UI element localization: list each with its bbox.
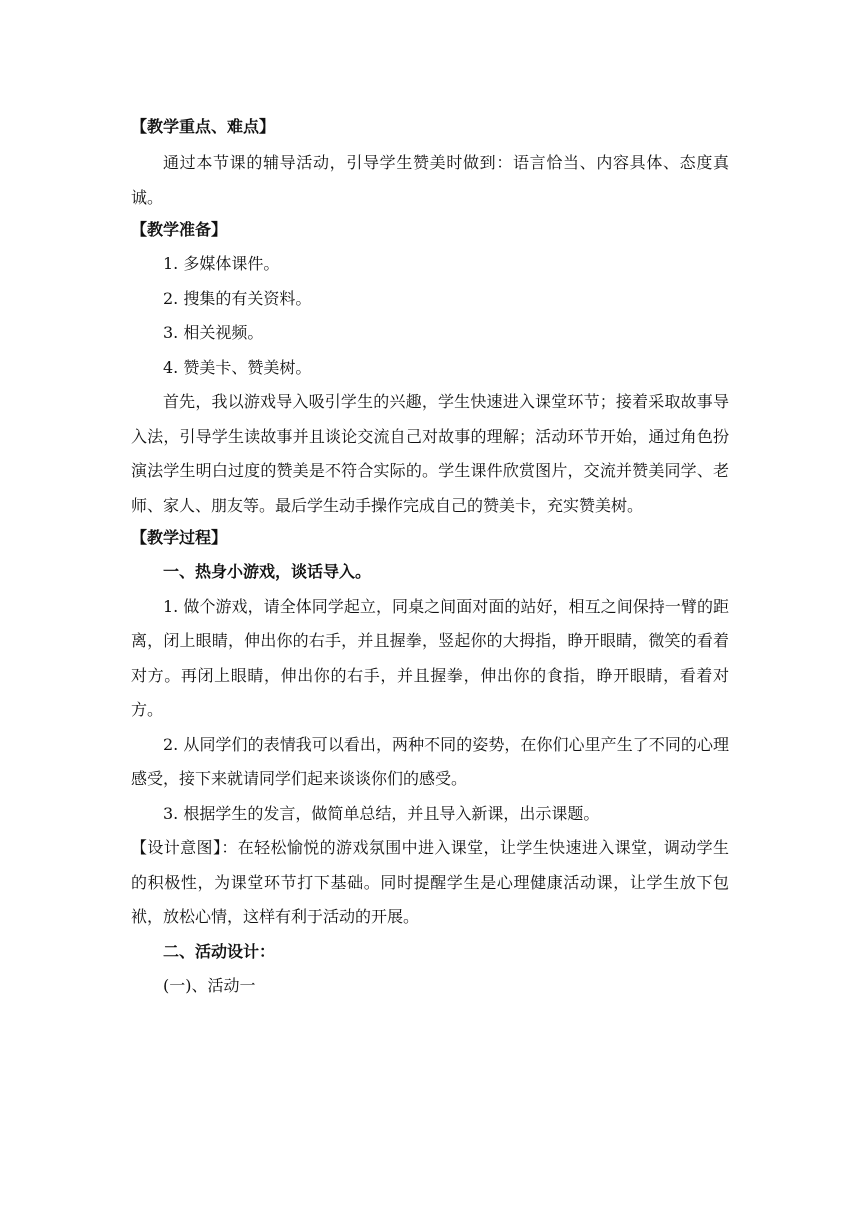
part1-title: 一、热身小游戏，谈话导入。 [163, 562, 372, 581]
process-step: 1. 做个游戏，请全体同学起立，同桌之间面对面的站好，相互之间保持一臂的距离，闭上眼睛，伸出你的右手，并且握拳，竖起你的大拇指，睁开眼睛，微笑的看着对方。再闭上眼睛，伸出你的右手，并且握拳，伸出你的食指，睁开眼睛，看着对方。 [131, 596, 729, 719]
process-step: 2. 从同学们的表情我可以看出，两种不同的姿势，在你们心里产生了不同的心理感受，接下来就请同学们起来谈谈你们的感受。 [131, 734, 729, 788]
prep-item: 1. 多媒体课件。 [163, 254, 280, 273]
design-intent-paragraph [131, 831, 729, 935]
section-heading-focus: 【教学重点、难点】 [131, 117, 276, 136]
prep-item: 4. 赞美卡、赞美树。 [163, 357, 312, 377]
activity1-title: (一)、活动一 [163, 976, 256, 995]
part2-title: 二、活动设计： [163, 941, 276, 961]
prep-item: 2. 搜集的有关资料。 [163, 288, 312, 308]
section-heading-process: 【教学过程】 [131, 528, 228, 547]
section-heading-prep: 【教学准备】 [131, 220, 228, 239]
document-page [131, 116, 729, 1004]
focus-paragraph: 通过本节课的辅导活动，引导学生赞美时做到：语言恰当、内容具体、态度真诚。 [131, 153, 729, 207]
design-intent-label: 【设计意图】 [131, 838, 222, 857]
design-intent-text: ：在轻松愉悦的游戏氛围中进入课堂，让学生快速进入课堂，调动学生的积极性，为课堂环节打下基础。同时提醒学生是心理健康活动课，让学生放下包袱，放松心情，这样有利于活动的开展。 [131, 838, 729, 926]
prep-item: 3. 相关视频。 [163, 323, 264, 342]
process-step: 3. 根据学生的发言，做简单总结，并且导入新课，出示课题。 [163, 803, 600, 823]
prep-summary-paragraph: 首先，我以游戏导入吸引学生的兴趣，学生快速进入课堂环节；接着采取故事导入法，引导学生读故事并且谈论交流自己对故事的理解；活动环节开始，通过角色扮演法学生明白过度的赞美是不符合实际的。学生课件欣赏图片，交流并赞美同学、老师、家人、朋友等。最后学生动手操作完成自己的赞美卡，充实赞美树。 [131, 392, 729, 515]
